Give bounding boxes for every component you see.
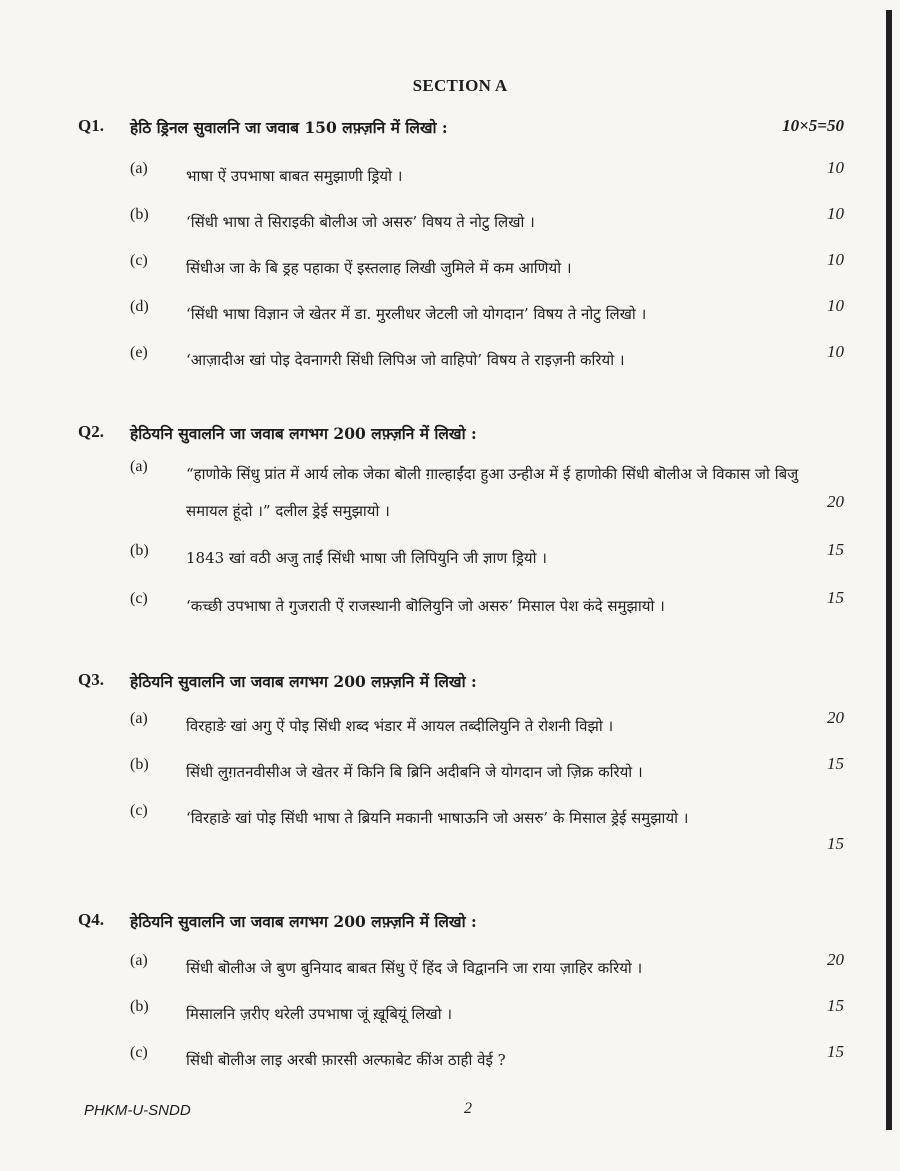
item-text: भाषा ऐं उपभाषा बाबत समुझाणी ड्रियो । [186, 167, 403, 185]
item-text: विरहाङे खां अगु ऐं पोइ सिंधी शब्द भंडार में आयल तब्दीलियुनि ते रोशनी विझो । [186, 717, 614, 735]
question-4-header [78, 910, 844, 936]
item-label: (c) [130, 252, 148, 269]
question-instruction: हेठियनि सुवालनि जा जवाब लगभग 200 लफ़्ज़नि में लिखो : [130, 672, 477, 691]
question-instruction: हेठि ड्रिनल सुवालनि जा जवाब 150 लफ़्ज़नि में लिखो : [130, 118, 448, 137]
item-label: (e) [130, 344, 148, 361]
item-text: ‘कच्छी उपभाषा ते गुजराती ऐं राजस्थानी बॊलियुनि जो असरु’ मिसाल पेश कंदे समुझायो । [186, 597, 665, 615]
item-marks: 20 [827, 708, 844, 727]
section-title: SECTION A [412, 76, 508, 95]
item-label: (a) [130, 710, 148, 727]
item-marks: 10 [827, 296, 844, 315]
item-label: (b) [130, 998, 149, 1015]
item-text: सिंधी बॊलीअ लाइ अरबी फ़ारसी अल्फाबेट कींअ ठाही वेई ? [186, 1051, 506, 1069]
item-marks: 15 [827, 588, 844, 607]
item-marks: 10 [827, 158, 844, 177]
item-marks: 20 [827, 492, 844, 511]
question-total-marks: 10×5=50 [782, 116, 844, 135]
item-label: (c) [130, 1044, 148, 1061]
question-number: Q4. [78, 910, 104, 929]
item-text: “हाणोके सिंधु प्रांत में आर्य लोक जेका बॊली ग़ाल्हाईंदा हुआ उन्हीअ में ई हाणोकी सिंधी बॊलीअ जे विकास जो बिजु समायल हूंदो ।” दलील ड्रेई समुझायो । [186, 465, 799, 520]
item-text: ‘सिंधी भाषा ते सिराइकी बॊलीअ जो असरु’ विषय ते नोटु लिखो । [186, 213, 535, 231]
item-text: ‘आज़ादीअ खां पोइ देवनागरी सिंधी लिपिअ जो वाहिपो’ विषय ते राइज़नी करियो । [186, 351, 625, 369]
question-instruction: हेठियनि सुवालनि जा जवाब लगभग 200 लफ़्ज़नि में लिखो : [130, 912, 477, 931]
question-1-header [78, 116, 844, 142]
question-number: Q2. [78, 422, 104, 441]
item-label: (a) [130, 952, 148, 969]
item-label: (d) [130, 298, 149, 315]
item-label: (c) [130, 802, 148, 819]
item-marks: 15 [827, 834, 844, 853]
item-marks: 15 [827, 996, 844, 1015]
item-label: (c) [130, 590, 148, 607]
item-text: सिंधी बॊलीअ जे बुण बुनियाद बाबत सिंधु ऐं हिंद जे विद्वाननि जा राया ज़ाहिर करियो । [186, 959, 643, 977]
page-edge-shadow [886, 10, 892, 1130]
item-text: ‘विरहाङे खां पोइ सिंधी भाषा ते ब्रियनि मकानी भाषाऊनि जो असरु’ के मिसाल ड्रेई समुझायो । [186, 809, 689, 827]
item-text: 1843 खां वठी अजु ताईं सिंधी भाषा जी लिपियुनि जी ज्ञाण ड्रियो । [186, 549, 547, 567]
item-label: (b) [130, 756, 149, 773]
question-2-header [78, 422, 844, 448]
item-marks: 10 [827, 342, 844, 361]
question-instruction: हेठियनि सुवालनि जा जवाब लगभग 200 लफ़्ज़नि में लिखो : [130, 424, 477, 443]
item-marks: 10 [827, 250, 844, 269]
item-marks: 15 [827, 754, 844, 773]
item-text: ‘सिंधी भाषा विज्ञान जे खेतर में डा. मुरलीधर जेटली जो योगदान’ विषय ते नोटु लिखो । [186, 305, 647, 323]
item-label: (b) [130, 542, 149, 559]
item-label: (b) [130, 206, 149, 223]
item-marks: 15 [827, 540, 844, 559]
item-marks: 15 [827, 1042, 844, 1061]
item-marks: 20 [827, 950, 844, 969]
item-marks: 10 [827, 204, 844, 223]
question-3-header [78, 670, 844, 696]
paper-code: PHKM-U-SNDD [84, 1102, 191, 1119]
item-label: (a) [130, 458, 148, 475]
item-label: (a) [130, 160, 148, 177]
item-text: सिंधीअ जा के बि ड्रह पहाका ऐं इस्तलाह लिखी जुमिले में कम आणियो । [186, 259, 572, 277]
page-number: 2 [464, 1100, 472, 1117]
item-text: सिंधी लुग़तनवीसीअ जे खेतर में किनि बि ब्रिनि अदीबनि जे योगदान जो ज़िक्र करियो । [186, 763, 643, 781]
question-number: Q1. [78, 116, 104, 135]
question-number: Q3. [78, 670, 104, 689]
item-text: मिसालनि ज़रीए थरेली उपभाषा जूं ख़ूबियूं लिखो । [186, 1005, 453, 1023]
